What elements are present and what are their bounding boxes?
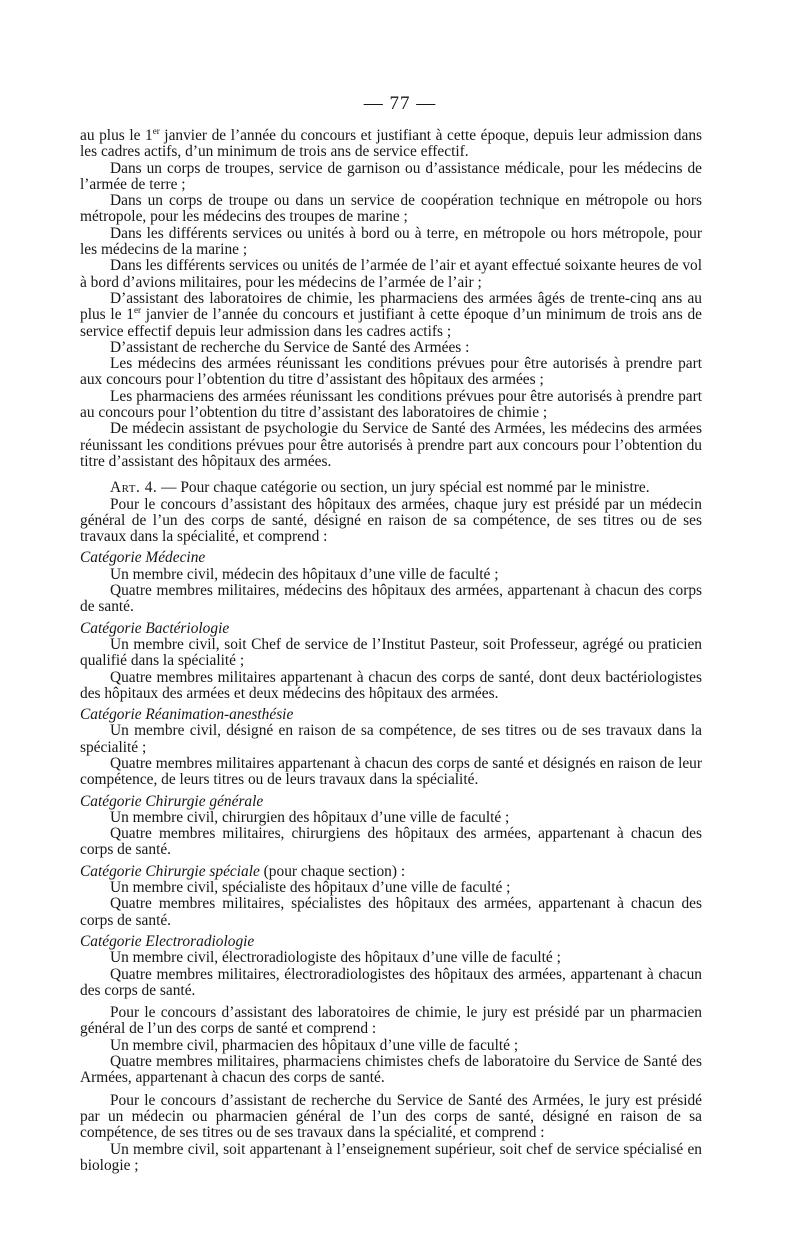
category-line: Quatre membres militaires, médecins des hôpitaux des armées, appartenant à chacun des corps de santé. (80, 582, 702, 616)
category-line: Un membre civil, spécialiste des hôpitaux d’une ville de faculté ; (110, 879, 511, 897)
paragraph-armee-de-lair: Dans les différents services ou unités de l’armée de l’air et ayant effectué soixante heures de vol à bord d’avions militaires, pour les médecins de l’armée de l’air ; (80, 257, 702, 291)
category-line: Quatre membres militaires, électroradiologistes des hôpitaux des armées, appartenant à chacun des corps de santé. (80, 965, 702, 999)
category-title-reanimation: Catégorie Réanimation-anesthésie (80, 706, 294, 724)
category-line: Un membre civil, soit Chef de service de l’Institut Pasteur, soit Professeur, agrégé ou praticien qualifié dans la spécialité ; (80, 635, 702, 670)
article-heading: Art. 4. — Pour chaque catégorie ou section, un jury spécial est nommé par le ministre. (110, 479, 650, 497)
category-title-electroradiologie: Catégorie Electroradiologie (80, 932, 255, 950)
category-line: Quatre membres militaires appartenant à chacun des corps de santé et désignés en raison de leur compétence, de leurs titres ou de leurs travaux dans la spécialité. (80, 754, 702, 789)
category-line: Quatre membres militaires, chirurgiens des hôpitaux des armées, appartenant à chacun des corps de santé. (80, 825, 702, 859)
paragraph-medecins-recherche: Les médecins des armées réunissant les conditions prévues pour être autorisés à prendre part aux concours pour l’obtention du titre d’assistant des hôpitaux des armées ; (80, 355, 702, 389)
page-number: — 77 — (363, 93, 437, 114)
paragraph-assistant-recherche: D’assistant de recherche du Service de Santé des Armées : (110, 338, 470, 356)
category-line: Quatre membres militaires appartenant à chacun des corps de santé, dont deux bactériologistes des hôpitaux des armées et deux médecins des hôpitaux des armées. (80, 668, 702, 702)
paragraph-membre-civil-pharmacien: Un membre civil, pharmacien des hôpitaux d’une ville de faculté ; (110, 1036, 519, 1054)
paragraph-membres-militaires-chimistes: Quatre membres militaires, pharmaciens chimistes chefs de laboratoire du Service de Santé des Armées, appartenant à chacun des corps de santé. (80, 1053, 702, 1087)
paragraph-pharmaciens-recherche: Les pharmaciens des armées réunissant les conditions prévues pour être autorisés à prendre part au concours pour l’obtention du titre d’assistant des laboratoires de chimie ; (80, 387, 702, 422)
paragraph-troupes-de-marine: Dans un corps de troupe ou dans un service de coopération technique en métropole ou hors métropole, pour les médecins des troupes de marine ; (80, 192, 702, 226)
paragraph-membre-civil-biologie: Un membre civil, soit appartenant à l’enseignement supérieur, soit chef de service spécialisé en biologie ; (80, 1140, 702, 1174)
paragraph-armee-de-terre: Dans un corps de troupes, service de garnison ou d’assistance médicale, pour les médecins de l’armée de terre ; (80, 159, 702, 193)
category-line: Quatre membres militaires, spécialistes des hôpitaux des armées, appartenant à chacun des corps de santé. (80, 895, 702, 929)
paragraph-jury-hopitaux: Pour le concours d’assistant des hôpitaux des armées, chaque jury est présidé par un médecin général de l’un des corps de santé, désigné en raison de sa compétence, de ses titres ou de ses travaux dans la spécialité, et comprend : (80, 495, 702, 546)
paragraph-jury-recherche: Pour le concours d’assistant de recherche du Service de Santé des Armées, le jury est présidé par un médecin ou pharmacien général de l’un des corps de santé, désigné en raison de sa compétence, de ses titres ou de ses travaux dans la spécialité, et comprend : (80, 1091, 702, 1142)
paragraph-marine: Dans les différents services ou unités à bord ou à terre, en métropole ou hors métropole, pour les médecins de la marine ; (80, 224, 702, 259)
paragraph-continuation: au plus le 1er janvier de l’année du concours et justifiant à cette époque, depuis leur admission dans les cadres actifs, d’un minimum de trois ans de service effectif. (80, 125, 702, 161)
category-line: Un membre civil, chirurgien des hôpitaux d’une ville de faculté ; (110, 808, 510, 826)
category-line: Un membre civil, médecin des hôpitaux d’une ville de faculté ; (110, 565, 499, 583)
article-label: Art. 4. (110, 479, 158, 497)
category-line: Un membre civil, désigné en raison de sa compétence, de ses titres ou de ses travaux dans la spécialité ; (80, 722, 702, 756)
category-title-bacteriologie: Catégorie Bactériologie (80, 619, 230, 637)
paragraph-jury-chimie: Pour le concours d’assistant des laboratoires de chimie, le jury est présidé par un pharmacien général de l’un des corps de santé et comprend : (80, 1004, 702, 1038)
category-title-medecine: Catégorie Médecine (80, 549, 206, 567)
paragraph-psychologie: De médecin assistant de psychologie du Service de Santé des Armées, les médecins des armées réunissant les conditions prévues pour être autorisés à prendre part aux concours pour l’obtention du titre d’assistant des hôpitaux des armées. (80, 420, 702, 470)
paragraph-laboratoires-chimie: D’assistant des laboratoires de chimie, les pharmaciens des armées âgés de trente-cinq ans au plus le 1er janvier de l’année du concours et justifiant à cette époque d’un minimum de trois ans de service effectif depuis leur admission dans les cadres actifs ; (80, 289, 703, 340)
category-title-chirurgie-generale: Catégorie Chirurgie générale (80, 792, 264, 810)
category-title-chirurgie-speciale: Catégorie Chirurgie spéciale (pour chaque section) : (80, 862, 406, 880)
category-line: Un membre civil, électroradiologiste des hôpitaux d’une ville de faculté ; (110, 949, 561, 967)
body-text (80, 125, 703, 1174)
